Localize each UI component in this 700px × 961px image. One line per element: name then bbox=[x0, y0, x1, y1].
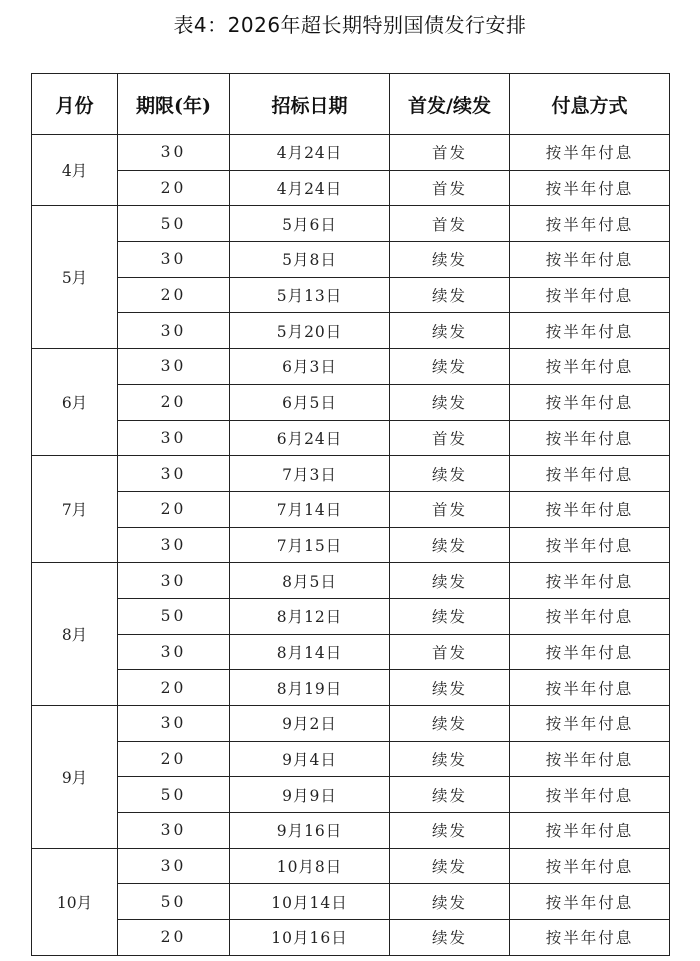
payment-cell: 按半年付息 bbox=[510, 170, 670, 206]
header-term: 期限(年) bbox=[118, 74, 230, 135]
table-row bbox=[32, 170, 670, 206]
date-cell: 8月12日 bbox=[230, 598, 390, 634]
table-row bbox=[32, 598, 670, 634]
table-row bbox=[32, 670, 670, 706]
term-cell: 50 bbox=[118, 884, 230, 920]
month-cell: 7月 bbox=[32, 456, 118, 563]
payment-cell: 按半年付息 bbox=[510, 563, 670, 599]
issue-cell: 续发 bbox=[390, 242, 510, 278]
payment-cell: 按半年付息 bbox=[510, 456, 670, 492]
header-month: 月份 bbox=[32, 74, 118, 135]
month-cell: 10月 bbox=[32, 848, 118, 955]
term-cell: 30 bbox=[118, 420, 230, 456]
table-body bbox=[32, 135, 670, 956]
date-cell: 9月9日 bbox=[230, 777, 390, 813]
table-row bbox=[32, 848, 670, 884]
date-cell: 7月3日 bbox=[230, 456, 390, 492]
table-row bbox=[32, 491, 670, 527]
table-row bbox=[32, 706, 670, 742]
date-cell: 6月5日 bbox=[230, 384, 390, 420]
payment-cell: 按半年付息 bbox=[510, 741, 670, 777]
issue-cell: 续发 bbox=[390, 349, 510, 385]
table-row bbox=[32, 384, 670, 420]
term-cell: 20 bbox=[118, 277, 230, 313]
table-row bbox=[32, 206, 670, 242]
table-row bbox=[32, 920, 670, 956]
date-cell: 4月24日 bbox=[230, 135, 390, 171]
term-cell: 30 bbox=[118, 634, 230, 670]
payment-cell: 按半年付息 bbox=[510, 813, 670, 849]
issue-cell: 续发 bbox=[390, 813, 510, 849]
issue-cell: 续发 bbox=[390, 884, 510, 920]
date-cell: 8月19日 bbox=[230, 670, 390, 706]
date-cell: 10月16日 bbox=[230, 920, 390, 956]
issue-cell: 续发 bbox=[390, 598, 510, 634]
term-cell: 30 bbox=[118, 848, 230, 884]
issue-cell: 续发 bbox=[390, 313, 510, 349]
month-cell: 5月 bbox=[32, 206, 118, 349]
payment-cell: 按半年付息 bbox=[510, 384, 670, 420]
issue-cell: 续发 bbox=[390, 920, 510, 956]
issuance-schedule-table bbox=[31, 73, 670, 956]
date-cell: 9月16日 bbox=[230, 813, 390, 849]
term-cell: 30 bbox=[118, 813, 230, 849]
payment-cell: 按半年付息 bbox=[510, 634, 670, 670]
term-cell: 20 bbox=[118, 170, 230, 206]
term-cell: 50 bbox=[118, 777, 230, 813]
issue-cell: 续发 bbox=[390, 563, 510, 599]
issue-cell: 续发 bbox=[390, 670, 510, 706]
issue-cell: 首发 bbox=[390, 170, 510, 206]
date-cell: 10月14日 bbox=[230, 884, 390, 920]
header-issue-type: 首发/续发 bbox=[390, 74, 510, 135]
month-cell: 6月 bbox=[32, 349, 118, 456]
term-cell: 30 bbox=[118, 349, 230, 385]
table-row bbox=[32, 741, 670, 777]
payment-cell: 按半年付息 bbox=[510, 670, 670, 706]
table-row bbox=[32, 563, 670, 599]
table-row bbox=[32, 813, 670, 849]
issue-cell: 续发 bbox=[390, 741, 510, 777]
payment-cell: 按半年付息 bbox=[510, 242, 670, 278]
payment-cell: 按半年付息 bbox=[510, 420, 670, 456]
payment-cell: 按半年付息 bbox=[510, 777, 670, 813]
issue-cell: 首发 bbox=[390, 420, 510, 456]
term-cell: 20 bbox=[118, 920, 230, 956]
date-cell: 5月13日 bbox=[230, 277, 390, 313]
term-cell: 30 bbox=[118, 527, 230, 563]
month-cell: 8月 bbox=[32, 563, 118, 706]
payment-cell: 按半年付息 bbox=[510, 598, 670, 634]
term-cell: 30 bbox=[118, 456, 230, 492]
issue-cell: 首发 bbox=[390, 135, 510, 171]
issue-cell: 首发 bbox=[390, 206, 510, 242]
issue-cell: 续发 bbox=[390, 277, 510, 313]
term-cell: 20 bbox=[118, 491, 230, 527]
table-row bbox=[32, 634, 670, 670]
date-cell: 9月4日 bbox=[230, 741, 390, 777]
issue-cell: 续发 bbox=[390, 384, 510, 420]
month-cell: 9月 bbox=[32, 706, 118, 849]
issue-cell: 续发 bbox=[390, 456, 510, 492]
table-row bbox=[32, 313, 670, 349]
payment-cell: 按半年付息 bbox=[510, 135, 670, 171]
date-cell: 7月15日 bbox=[230, 527, 390, 563]
payment-cell: 按半年付息 bbox=[510, 349, 670, 385]
term-cell: 20 bbox=[118, 741, 230, 777]
payment-cell: 按半年付息 bbox=[510, 706, 670, 742]
issue-cell: 续发 bbox=[390, 777, 510, 813]
table-row bbox=[32, 456, 670, 492]
table-header-row bbox=[32, 74, 670, 135]
date-cell: 6月3日 bbox=[230, 349, 390, 385]
table-row bbox=[32, 277, 670, 313]
payment-cell: 按半年付息 bbox=[510, 527, 670, 563]
month-cell: 4月 bbox=[32, 135, 118, 206]
term-cell: 30 bbox=[118, 313, 230, 349]
payment-cell: 按半年付息 bbox=[510, 920, 670, 956]
term-cell: 50 bbox=[118, 206, 230, 242]
issue-cell: 首发 bbox=[390, 634, 510, 670]
date-cell: 6月24日 bbox=[230, 420, 390, 456]
payment-cell: 按半年付息 bbox=[510, 848, 670, 884]
table-row bbox=[32, 884, 670, 920]
header-auction-date: 招标日期 bbox=[230, 74, 390, 135]
date-cell: 10月8日 bbox=[230, 848, 390, 884]
date-cell: 7月14日 bbox=[230, 491, 390, 527]
issue-cell: 续发 bbox=[390, 527, 510, 563]
date-cell: 5月20日 bbox=[230, 313, 390, 349]
date-cell: 9月2日 bbox=[230, 706, 390, 742]
header-payment-method: 付息方式 bbox=[510, 74, 670, 135]
date-cell: 5月6日 bbox=[230, 206, 390, 242]
table-row bbox=[32, 420, 670, 456]
table-row bbox=[32, 777, 670, 813]
term-cell: 50 bbox=[118, 598, 230, 634]
term-cell: 30 bbox=[118, 706, 230, 742]
page-title: 表4：2026年超长期特别国债发行安排 bbox=[173, 13, 527, 37]
term-cell: 20 bbox=[118, 670, 230, 706]
date-cell: 8月14日 bbox=[230, 634, 390, 670]
table-row bbox=[32, 527, 670, 563]
table-row bbox=[32, 135, 670, 171]
payment-cell: 按半年付息 bbox=[510, 277, 670, 313]
term-cell: 20 bbox=[118, 384, 230, 420]
payment-cell: 按半年付息 bbox=[510, 313, 670, 349]
payment-cell: 按半年付息 bbox=[510, 884, 670, 920]
date-cell: 5月8日 bbox=[230, 242, 390, 278]
term-cell: 30 bbox=[118, 242, 230, 278]
issue-cell: 续发 bbox=[390, 848, 510, 884]
issue-cell: 续发 bbox=[390, 706, 510, 742]
table-row bbox=[32, 349, 670, 385]
payment-cell: 按半年付息 bbox=[510, 206, 670, 242]
term-cell: 30 bbox=[118, 563, 230, 599]
issue-cell: 首发 bbox=[390, 491, 510, 527]
table-row bbox=[32, 242, 670, 278]
date-cell: 8月5日 bbox=[230, 563, 390, 599]
term-cell: 30 bbox=[118, 135, 230, 171]
payment-cell: 按半年付息 bbox=[510, 491, 670, 527]
date-cell: 4月24日 bbox=[230, 170, 390, 206]
